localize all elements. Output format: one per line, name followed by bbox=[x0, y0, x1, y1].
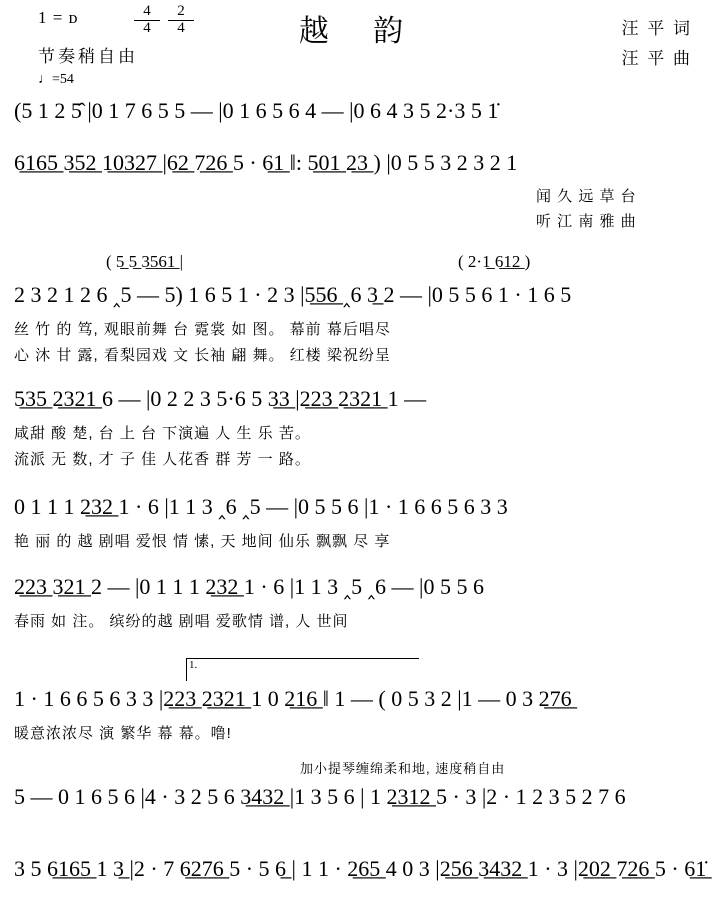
notation-line-4: 5̲3̲5̲ 2̲3̲2̲1̲ 6 — |0 2 2 3 5·6 5 3̲3̲ |2̲2̲3̲ 2̲3̲2̲1̲ 1 — bbox=[14, 386, 427, 411]
lyric-line-5: 艳 丽 的 越 剧唱 爱恨 情 愫, 天 地间 仙乐 飘飘 尽 享 bbox=[14, 533, 391, 550]
lyric-line-3b: 心 沐 甘 露, 看梨园戏 文 长袖 翩 舞。 红楼 梁祝纷呈 bbox=[14, 347, 391, 364]
notation-line-1: (5 1 2 5̂ |0 1 7 6 5 5 — |0 1 6 5 6 4 — |0 6 4 3 5 2·3 5 1̇ bbox=[14, 98, 499, 123]
lyric-line-intro-2: 听 江 南 雅 曲 bbox=[536, 213, 637, 230]
meter-numerator: 2 bbox=[177, 3, 185, 19]
lyric-line-3a: 丝 竹 的 笃, 观眼前舞 台 霓裳 如 图。 幕前 幕后唱尽 bbox=[14, 321, 391, 338]
repeat-ending-1-bracket: 1. bbox=[186, 658, 419, 681]
meter-denominator: 4 bbox=[168, 20, 194, 37]
lyric-line-intro-1: 闻 久 远 草 台 bbox=[536, 188, 637, 205]
meter-numerator: 4 bbox=[143, 3, 151, 19]
ossia-small-notes-2: ( 2·1̲ 6̲1̲2̲ ) bbox=[458, 252, 531, 271]
credit-lyricist: 汪 平 词 bbox=[621, 19, 692, 38]
notation-line-8: 5 — 0 1 6 5 6 |4 · 3 2 5 6 3̲4̲3̲2̲ |1 3 5 6 | 1 2̲3̲1̲2̲ 5 · 3 |2 · 1 2 3 5 2 7 6 bbox=[14, 784, 626, 809]
key-signature: 1 = ᴅ bbox=[38, 8, 79, 27]
notation-line-7: 1 · 1 6 6 5 6 3 3 |2̲2̲3̲ 2̲3̲2̲1̲ 1 0 2̲1̲6̲ ‖ 1 — ( 0 5 3 2 |1 — 0 3 2̲7̲6̲ bbox=[14, 686, 572, 711]
metronome-mark: ♩=54 bbox=[38, 72, 74, 87]
notation-line-6: 2̲2̲3̲ 3̲2̲1̲ 2 — |0 1 1 1 2̲3̲2̲ 1 · 6 |1 1 3 ‸5 ‸6 — |0 5 5 6 bbox=[14, 574, 484, 599]
notation-line-3: 2 3 2 1 2 6 ‸5 — 5) 1 6 5 1 · 2 3 |5̲5̲6̲ ‸6 3̲ 2 — |0 5 5 6 1 · 1 6 5 bbox=[14, 282, 572, 307]
lyric-line-4a: 咸甜 酸 楚, 台 上 台 下演遍 人 生 乐 苦。 bbox=[14, 425, 311, 442]
meter-denominator: 4 bbox=[134, 20, 160, 37]
ossia-small-notes-1: ( 5̲ 5̲ 3̲5̲6̲1̲ | bbox=[106, 252, 184, 271]
notation-line-5: 0 1 1 1 2̲3̲2̲ 1 · 6 |1 1 3 ‸6 ‸5 — |0 5 5 6 |1 · 1 6 6 5 6 3 3 bbox=[14, 494, 508, 519]
notation-line-2: 6̲1̲6̲5̲ 3̲5̲2̲ 1̲0̲3̲2̲7̲ |6̲2̲ 7̲2̲6̲ 5 · 6̲1̲ ‖: 5̲0̲1̲ 2̲3̲ ) |0 5 5 3 2 3 2 1 bbox=[14, 150, 518, 175]
performance-annotation: 加小提琴缠绵柔和地, 速度稍自由 bbox=[300, 761, 506, 776]
notation-line-9: 3 5 6̲1̲6̲5̲ 1 3̲ |2 · 7 6̲2̲7̲6̲ 5 · 5 6̲ | 1 1 · 2̲6̲5̲ 4 0 3 |2̲5̲6̲ 3̲4̲3̲2̲ 1 · 3 |2̲0̲2̲ 7̲2̲6̲ 5 · 6̲1̲̇ bbox=[14, 856, 707, 881]
lyric-line-6: 春雨 如 注。 缤纷的越 剧唱 爱歌情 谱, 人 世间 bbox=[14, 613, 349, 630]
credit-composer: 汪 平 曲 bbox=[621, 49, 692, 68]
tempo-text: 节奏稍自由 bbox=[38, 47, 138, 66]
lyric-line-7: 暖意浓浓尽 演 繁华 幕 幕。噜! bbox=[14, 725, 232, 742]
page-title: 越 韵 bbox=[298, 15, 422, 48]
lyric-line-4b: 流派 无 数, 才 子 佳 人花香 群 芳 一 路。 bbox=[14, 451, 311, 468]
